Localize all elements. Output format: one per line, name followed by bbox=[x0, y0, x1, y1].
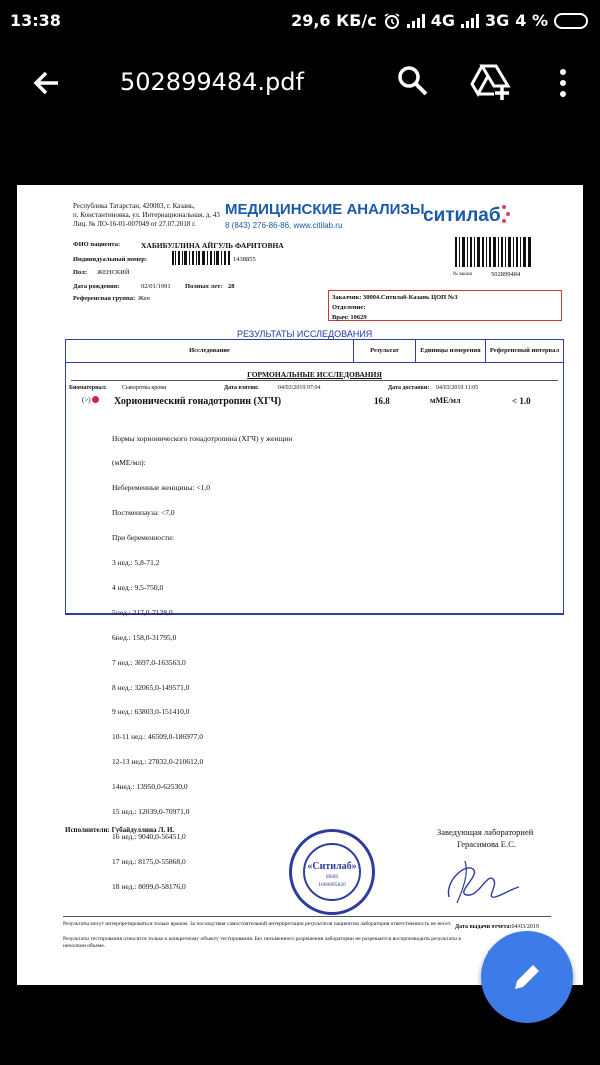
stamp-inn-label: ИНН bbox=[326, 874, 338, 880]
doctor-line: Врач: 10629 bbox=[332, 314, 367, 321]
table-header bbox=[66, 340, 563, 363]
results-title: РЕЗУЛЬТАТЫ ИССЛЕДОВАНИЯ bbox=[237, 329, 373, 339]
norm-line: 8 нед.: 32065,0-149571,0 bbox=[112, 682, 190, 692]
patient-age: 28 bbox=[228, 283, 235, 290]
ref-interval: < 1.0 bbox=[512, 396, 531, 406]
norm-line: 3 нед.: 5,8-71,2 bbox=[112, 558, 160, 568]
biomaterial: Сыворотка крови bbox=[122, 385, 167, 391]
section-title: ГОРМОНАЛЬНЫЕ ИССЛЕДОВАНИЯ bbox=[247, 370, 382, 379]
add-to-drive-icon[interactable] bbox=[470, 62, 512, 102]
brand-title: МЕДИЦИНСКИЕ АНАЛИЗЫ bbox=[225, 201, 425, 218]
alarm-icon bbox=[383, 12, 401, 30]
order-barcode bbox=[455, 237, 531, 267]
document-title: 502899484.pdf bbox=[120, 68, 304, 96]
citilab-logo bbox=[423, 203, 511, 227]
abnormal-flag bbox=[82, 396, 99, 404]
norm-line: 7 нед.: 3697,0-163563,0 bbox=[112, 657, 186, 667]
disclaimer-2: Результаты тестирования относятся только к конкретному объекту тестирования. Без письменного разрешения лаборатории не разрешается воспроизводить результаты в неполном объеме. bbox=[63, 936, 461, 949]
norm-line: 18 нед.: 8099,0-58176,0 bbox=[112, 881, 186, 891]
search-icon[interactable] bbox=[394, 62, 432, 100]
network-type-1: 4G bbox=[430, 11, 455, 30]
status-right bbox=[291, 11, 588, 30]
patient-name: ХАБИБУЛЛИНА АЙГУЛЬ ФАРИТОВНА bbox=[141, 241, 284, 250]
order-number: 502899484 bbox=[491, 271, 521, 278]
delivered-date: 04/03/2019 11:05 bbox=[436, 385, 479, 391]
logo-dots-icon bbox=[501, 203, 511, 225]
ref-group-label: Референсная группа: bbox=[73, 295, 136, 302]
norm-line: При беременности: bbox=[112, 533, 174, 543]
edit-fab-button[interactable] bbox=[481, 931, 573, 1023]
signature-image bbox=[435, 853, 525, 905]
patient-dob: 02/01/1991 bbox=[141, 283, 171, 290]
norm-line: 10-11 нед.: 46509,0-186977,0 bbox=[112, 732, 203, 742]
delivered-label: Дата доставки: bbox=[388, 385, 430, 391]
head-name: Герасимова Е.С. bbox=[457, 839, 516, 849]
table-bottom-rule bbox=[65, 613, 563, 614]
department-line: Отделение: bbox=[332, 304, 366, 311]
col-ref: Референсный интервал bbox=[489, 347, 560, 354]
pencil-icon bbox=[509, 959, 545, 995]
patient-barcode bbox=[172, 251, 230, 265]
norm-line: 16 нед.: 9040,0-56451,0 bbox=[112, 831, 186, 841]
norm-line: Постменпауза: <7,0 bbox=[112, 508, 175, 518]
taken-label: Дата взятия: bbox=[224, 385, 260, 391]
license-line: Лиц. № ЛО-16-01-007049 от 27.07.2018 г. bbox=[73, 220, 197, 228]
ref-group: Жен bbox=[138, 295, 150, 302]
network-type-2: 3G bbox=[485, 11, 510, 30]
pdf-page[interactable] bbox=[17, 185, 583, 985]
dob-label: Дата рождения: bbox=[73, 283, 120, 290]
norm-line: 15 нед.: 12039,0-70971,0 bbox=[112, 806, 190, 816]
norm-line: 12-13 нед.: 27832,0-210612,0 bbox=[112, 757, 204, 767]
norm-line: 9 нед.: 63803,0-151410,0 bbox=[112, 707, 190, 717]
back-arrow-icon[interactable] bbox=[28, 64, 66, 102]
head-title: Заведующая лабораторией bbox=[437, 827, 534, 837]
stamp-name: «Ситилаб» bbox=[307, 861, 357, 872]
network-speed: 29,6 КБ/с bbox=[291, 11, 377, 30]
status-bar bbox=[0, 0, 600, 44]
customer-line: Заказчик: 30004.Ситилаб-Казань ЦОП №3 bbox=[332, 294, 458, 301]
result-units: мМЕ/мл bbox=[430, 396, 461, 405]
col-units: Единицы измерения bbox=[420, 347, 481, 354]
footer-rule bbox=[63, 916, 551, 917]
norm-line: 6нед.: 158,0-31795,0 bbox=[112, 632, 177, 642]
signal-icon-1 bbox=[407, 14, 425, 28]
norm-line: 17 нед.: 8175,0-55868,0 bbox=[112, 856, 186, 866]
address-line-2: п. Константиновка, ул. Интернациональная, д. 43 bbox=[73, 211, 220, 219]
disclaimer-1: Результаты могут интерпретироваться только врачом. За последствия самостоятельной интерпретации результатов пациентом лаборатория ответственность не несет. bbox=[63, 921, 452, 927]
fio-label: ФИО пациента: bbox=[73, 241, 121, 248]
col-study: Исследование bbox=[189, 347, 230, 354]
lab-address bbox=[73, 202, 233, 229]
alert-dot-icon bbox=[92, 396, 99, 403]
battery-percent: 4 % bbox=[515, 11, 548, 30]
patient-sex: ЖЕНСКИЙ bbox=[97, 269, 130, 276]
norms-list bbox=[112, 418, 292, 908]
brand-phone: 8 (843) 276-86-86, www.citilab.ru bbox=[225, 221, 343, 230]
status-time: 13:38 bbox=[10, 11, 61, 30]
signal-icon-2 bbox=[461, 14, 479, 28]
patient-id: 1438855 bbox=[233, 256, 256, 263]
flag-text: (>) bbox=[82, 396, 91, 404]
taken-date: 04/03/2019 07:04 bbox=[278, 385, 321, 391]
norm-line: Нормы хорионического гонадотропина (ХГЧ) у женщин bbox=[112, 433, 293, 443]
order-box bbox=[328, 290, 562, 321]
issue-date-label: Дата выдачи отчета: bbox=[455, 924, 512, 930]
order-label: № заказа bbox=[453, 272, 472, 277]
logo-text: ситилаб bbox=[423, 205, 501, 226]
stamp-inner bbox=[303, 843, 361, 901]
executor: Исполнители: Губайдуллина Л. И. bbox=[65, 826, 175, 834]
battery-icon bbox=[554, 13, 588, 29]
sex-label: Пол: bbox=[73, 269, 88, 276]
more-options-icon[interactable] bbox=[548, 64, 578, 102]
app-bar bbox=[0, 44, 600, 120]
lab-stamp bbox=[289, 829, 375, 915]
address-line-1: Республика Татарстан, 420083, г. Казань, bbox=[73, 202, 195, 210]
norm-line: (мМЕ/мл): bbox=[112, 458, 146, 468]
issue-date-value: 04/03/2019 bbox=[511, 924, 539, 930]
analysis-name: Хорионический гонадотропин (ХГЧ) bbox=[114, 396, 282, 407]
stamp-number: 1660085820 bbox=[318, 882, 346, 888]
age-label: Полных лет: bbox=[185, 283, 223, 290]
section-divider bbox=[71, 380, 558, 381]
norm-line: 14нед.: 13950,0-62530,0 bbox=[112, 782, 188, 792]
norm-line: Небеременные женщины: <1,0 bbox=[112, 483, 211, 493]
id-label: Индивидуальный номер: bbox=[73, 256, 148, 263]
norm-line: 4 нед.: 9,5-750,0 bbox=[112, 582, 164, 592]
biomaterial-label: Биоматериал: bbox=[69, 385, 108, 391]
result-value: 16.8 bbox=[374, 396, 390, 406]
lab-head bbox=[437, 826, 533, 850]
col-result: Результат bbox=[370, 347, 399, 354]
